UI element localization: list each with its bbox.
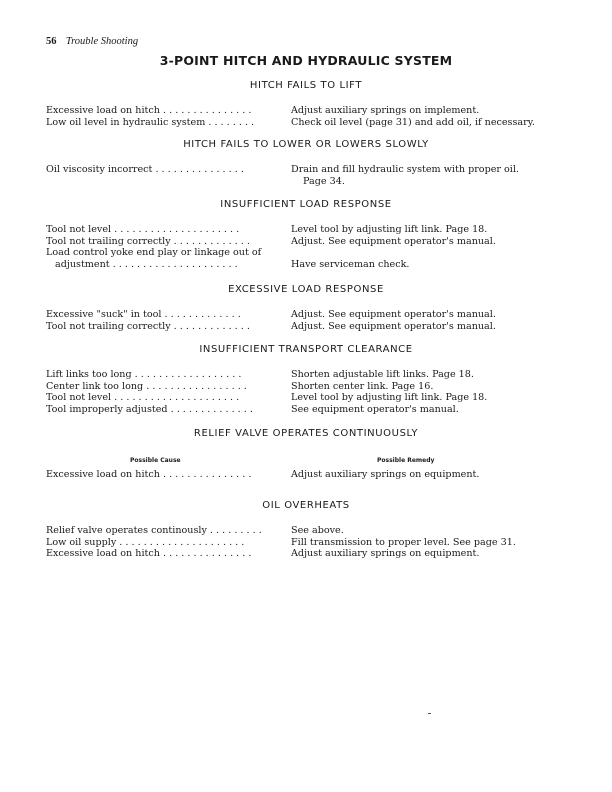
remedy-text [291, 164, 581, 187]
cause-text: Low oil supply . . . . . . . . . . . . . . . . . . . . . [46, 536, 245, 548]
table-row [0, 381, 612, 393]
table-row [0, 259, 612, 271]
cause-text: Excessive load on hitch . . . . . . . . . . . . . . . [46, 469, 252, 480]
section-heading: RELIEF VALVE OPERATES CONTINUOUSLY [193, 428, 419, 439]
cause-text: Excessive load on hitch . . . . . . . . . . . . . . . [46, 548, 252, 559]
section-heading: INSUFFICIENT TRANSPORT CLEARANCE [199, 344, 413, 355]
remedy-line-2: Page 34. [303, 175, 345, 187]
table-row [0, 105, 612, 117]
remedy-text: Check oil level (page 31) and add oil, if necessary. [291, 116, 535, 128]
remedy-text: See above. [291, 525, 344, 536]
cause-text: Load control yoke end play or linkage out of [46, 247, 262, 258]
table-row [0, 224, 612, 236]
cause-column-heading: Possible Cause [130, 457, 181, 464]
table-row [0, 369, 612, 381]
cause-text: Tool not trailing correctly . . . . . . . . . . . . . [46, 235, 250, 247]
remedy-text: See equipment operator's manual. [291, 403, 459, 415]
section-oil-overheats [0, 500, 612, 560]
remedy-text: Shorten center link. Page 16. [291, 380, 434, 392]
section-heading: EXCESSIVE LOAD RESPONSE [228, 284, 384, 295]
cause-text: Relief valve operates continously . . . . . . . . . [46, 525, 262, 536]
cause-text: Tool improperly adjusted . . . . . . . . . . . . . . [46, 403, 253, 415]
section-hitch-fails-to-lift [0, 80, 612, 128]
cause-text: Center link too long . . . . . . . . . . . . . . . . . [46, 380, 247, 392]
section-heading: HITCH FAILS TO LIFT [249, 80, 363, 91]
remedy-column-heading: Possible Remedy [377, 457, 435, 464]
remedy-text: Have serviceman check. [291, 258, 410, 270]
running-header [46, 35, 138, 47]
cause-text: Excessive "suck" in tool . . . . . . . . . . . . . [46, 309, 241, 320]
section-insufficient-load-response [0, 199, 612, 270]
table-row [0, 164, 612, 187]
stray-mark [428, 713, 431, 714]
remedy-text: Fill transmission to proper level. See page 31. [291, 536, 516, 548]
remedy-text: Adjust auxiliary springs on equipment. [291, 548, 480, 559]
section-heading: OIL OVERHEATS [262, 500, 350, 511]
section-heading: HITCH FAILS TO LOWER OR LOWERS SLOWLY [183, 139, 429, 150]
table-row [0, 548, 612, 560]
table-row [0, 525, 612, 537]
cause-text: adjustment . . . . . . . . . . . . . . . . . . . . . [55, 258, 238, 270]
table-row [0, 392, 612, 404]
table-row [0, 469, 612, 481]
remedy-text: Shorten adjustable lift links. Page 18. [291, 369, 474, 380]
remedy-text: Adjust auxiliary springs on equipment. [291, 469, 480, 480]
table-row [0, 247, 612, 259]
table-row [0, 236, 612, 248]
cause-text: Tool not trailing correctly . . . . . . . . . . . . . [46, 320, 250, 332]
cause-text: Tool not level . . . . . . . . . . . . . . . . . . . . . [46, 224, 240, 235]
remedy-text: Level tool by adjusting lift link. Page 18. [291, 224, 488, 235]
section-heading: INSUFFICIENT LOAD RESPONSE [220, 199, 392, 210]
cause-text: Tool not level . . . . . . . . . . . . . . . . . . . . . [46, 392, 240, 403]
section-relief-valve [0, 428, 612, 481]
remedy-line-1: Drain and fill hydraulic system with proper oil. [291, 164, 519, 175]
remedy-text: Adjust auxiliary springs on implement. [291, 105, 480, 116]
remedy-text: Adjust. See equipment operator's manual. [291, 235, 496, 247]
page-number: 56 [46, 36, 57, 47]
cause-text: Excessive load on hitch . . . . . . . . . . . . . . . [46, 105, 252, 116]
remedy-text: Adjust. See equipment operator's manual. [291, 309, 496, 320]
cause-text: Oil viscosity incorrect . . . . . . . . . . . . . . . [46, 164, 244, 175]
section-insufficient-transport-clearance [0, 344, 612, 415]
section-name: Trouble Shooting [65, 36, 139, 47]
table-row [0, 321, 612, 333]
table-row [0, 117, 612, 129]
table-row [0, 537, 612, 549]
table-row [0, 309, 612, 321]
column-headings [0, 457, 612, 469]
page-title: 3-POINT HITCH AND HYDRAULIC SYSTEM [159, 53, 453, 68]
table-row [0, 404, 612, 416]
section-excessive-load-response [0, 284, 612, 332]
cause-text: Low oil level in hydraulic system . . . . . . . . [46, 116, 255, 128]
remedy-text: Adjust. See equipment operator's manual. [291, 320, 496, 332]
remedy-text: Level tool by adjusting lift link. Page 18. [291, 392, 488, 403]
cause-text: Lift links too long . . . . . . . . . . . . . . . . . . [46, 369, 242, 380]
section-hitch-fails-to-lower [0, 139, 612, 187]
